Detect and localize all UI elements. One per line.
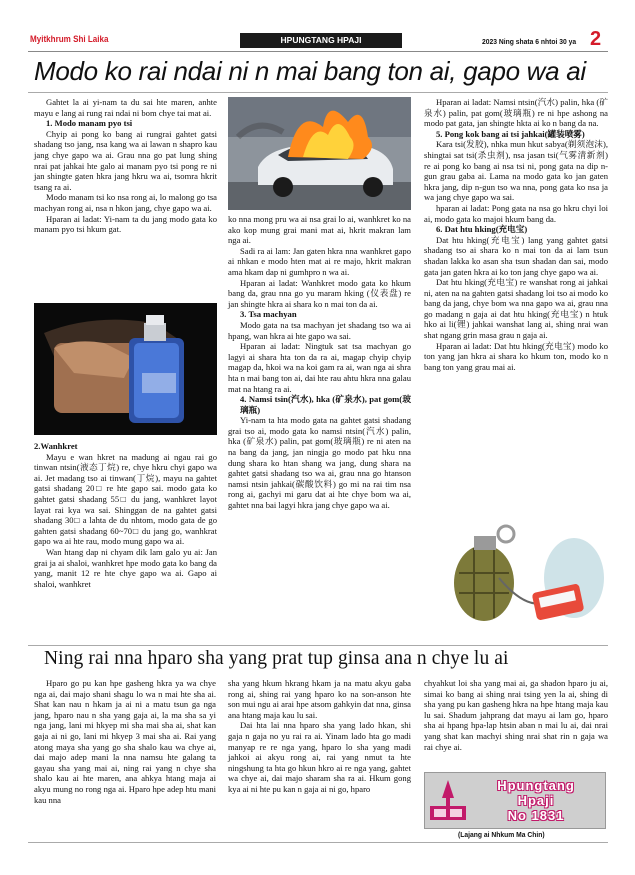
paragraph: Dat htu hking(充电宝) lang yang gahtet gatsi shadang tso ai shara ko n mai ton da ai lam tsun shadan lakka ko asan sha tsun shadan dan sai, modo gata jan gaten hkra ai ko ton jang chye gapo wa ai.	[424, 234, 608, 277]
headline-rule	[28, 92, 608, 93]
section-name: Myitkhrum Shi Laika	[30, 34, 109, 45]
article2-column-1	[34, 678, 216, 805]
paragraph: Hparan ai ladat: Dat htu hking(充电宝) modo ko ton yang jan hkra ai shara ko hkum ton, modo ko n bang ton yang grau mai ai.	[424, 340, 608, 372]
paragraph: Hparan ai ladat: Namsi ntsin(汽水) palin, hka (矿泉水) palin, pat gom(玻璃瓶) re ni hpe ashong na modo pat gata, jan shingte hkta ai ko n bang da na.	[424, 97, 608, 129]
bottom-rule	[28, 842, 608, 843]
issue-date: 2023 Ning shata 6 nhtoi 30 ya	[482, 37, 577, 46]
paragraph: Dat htu hking(充电宝) re wanshat rong ai jahkai ni, aten na na gahten gatsi shadang loi tso ai modo ko bang da jang, chye bom wa nna gapo wa ai, grau nna go madang n gaja ai dat htu hking(充电宝) n htuk hko ai li(锂) jahkai wanshat lang ai, shing nrai wan shat ngang grin masa grau n gaja ai.	[424, 277, 608, 341]
lamp-book-icon	[428, 776, 468, 824]
paragraph: ko nna mong pru wa ai nsa grai lo ai, wanhkret ko na ako kop mung grai mani mat ai, hkrit makran lam nga ai.	[228, 214, 411, 246]
paragraph: Hparan ai ladat: Wanhkret modo gata ko hkum bang da, grau nna go yu maram hking (仪表盘) re jan shingte hkra ai shara ko n mai ton da ai.	[228, 277, 411, 309]
paragraph: Chyip ai pong ko bang ai rungrai gahtet gatsi shadang tso jang, nsa kang wa ai lawan n shapro kau jang chye gapo wa ai. Grau nna go pat lung shing nrai pat jahkai hte galo ai manam pyo tsi pong re ni jan shingte gaten hkra jang hkru wa ai, tsomra hkrit tsang ra ai.	[34, 128, 217, 192]
perfume-spray-photo	[34, 303, 217, 435]
section-heading-2: 2.Wanhkret	[34, 441, 78, 451]
article-column-3	[424, 97, 608, 372]
section-heading-4: 4. Namsi tsin(汽水), hka (矿泉水), pat gom(玻璃瓶)	[240, 394, 411, 415]
main-headline: Modo ko rai ndai ni n mai bang ton ai, gapo wa ai	[34, 56, 586, 86]
section-heading-5: 5. Pong kok bang ai tsi jahkai(罐装喷雾)	[436, 128, 585, 139]
article2-column-3	[424, 678, 608, 752]
paragraph: Hparan ai ladat: Ningtuk sat tsa machyan go lagyi ai shara hta ton da ra ai, magap chyip chyip magap da, hkoi wa na koi gam ra ai, wan nga ai shra hta n mai bang ton ai, dai hte rau ahtu hkra nna galau mat na htang ra ai.	[228, 341, 411, 394]
second-headline: Ning rai nna hparo sha yang prat tup ginsa ana n chye lu ai	[44, 648, 509, 669]
article-column-1-continued	[34, 441, 217, 589]
section-rule	[28, 645, 608, 646]
paragraph: sha yang hkum hkrang hkam ja na matu akyu gaba rong ai, shing rai yang hparo ko na son-anson hte son mui ngu ai arai hpe atsom gahkyin dat nna, ginsa ana htang maja kau lu sai.	[228, 678, 411, 720]
top-rule	[28, 51, 608, 52]
paragraph: Modo manam tsi ko nsa rong ai, lo malong go tsa machyan rong ai, nsa n hkon jang, chye gapo wa ai.	[34, 192, 217, 213]
paragraph: hparan ai ladat: Pong gata na nsa go hkru chyi loi ai, modo gata ko majoi hkum bang da.	[424, 202, 608, 224]
article-column-2	[228, 214, 411, 511]
column-logo-title	[470, 778, 602, 823]
section-heading-3: 3. Tsa machyan	[240, 309, 297, 320]
page-number: 2	[590, 28, 602, 50]
paragraph: Hparan ai ladat: Yi-nam ta du jang modo gata ko manam pyo tsi hkum gat.	[34, 213, 217, 235]
paragraph: Mayu e wan hkret na madung ai ngau rai go tinwan ntsin(液态丁烷) re, chye hkru chyi gapo wa ai. Jet madang tso ai tinwan(丁烷), mayu na gahtet gatsi shadang 20□ re hte gapo sai. modo gata ko gahtet gatsi shadang 55□ du jang, wanhkret layot layat rai kya wa sai. Shinggan de na gahtet gatsi shadang 30□ a lahta de du nhtom, modo gata de go gahten gatsi shadang 60~70□ du jang go, wanhkrat gapo wa ai hte rau, modo mung gapo wa ai.	[34, 451, 217, 547]
intro-paragraph: Gahtet la ai yi-nam ta du sai hte maren, anhte mayu e lang ai rung rai ndai ni bom chye tai mat ai.	[34, 97, 217, 118]
section-heading-1: 1. Modo manam pyo tsi	[46, 118, 133, 129]
paragraph: Modo gata na tsa machyan jet shadang tso wa ai hpang, wan hkra ai hte gapo wa sai.	[228, 319, 411, 341]
section-heading-6: 6. Dat htu hking(充电宝)	[436, 224, 528, 235]
powerbank-grenade-illustration	[424, 518, 608, 636]
paragraph: Wan htang dap ni chyam dik lam galo yu ai: Jan grai ja ai shaloi, wanhkret hpe modo gata ko bang da yang, manit 12 re hte chye gapo wa ai. Gapo ai shaloi, wanhkret	[34, 546, 217, 589]
paragraph: Kara tsi(发胶), nhka mun hkut sabya(剃须泡沫), shingtai sat tsi(杀虫剂), nsa jasan tsi(气雾清新剂) re ai pong ko bang ai nsa tsi ni, pong gata na dip n-gun grau gaba ai. Lama na modo gata ko jan gaten hkra jang, dip n-gun tso wa nna, pong gata ko nsa ja wa jang chye gapo wa sai.	[424, 139, 608, 203]
section-header-box: HPUNGTANG HPAJI	[240, 33, 402, 48]
paragraph: Hparo go pu kan hpe gasheng hkra ya wa chye nga ai, dai majo shani shagu lo wa n mai hte sha ai. Shat kan nau n hkam ja ai ni a matu tsun ga nga jang, hparo nau n sha yang gaja ai, la ma sha sa yi nga jang, lani mi hkyep mi sha mai sha ai, shat kan gaja ai ni go, lani mi hkyep 3 mai sha ai. Rai yang atong maya sha yang go sha shalo kau wa chye ai, dai majo adep mani la nna namsu hte galang ta gayau sha yang mai ai, ning rai yang n chye sha shalo kau ai hte maren, ana ahkya htang maja ai akyu mung no rong nga ai. Hparo hpe adep htu mani kau nna	[34, 678, 216, 805]
author-credit: (Lajang ai Nhkum Ma Chin)	[458, 830, 545, 839]
logo-line-3: No 1831	[507, 808, 565, 823]
article2-column-2	[228, 678, 411, 795]
paragraph: Sadi ra ai lam: Jan gaten hkra nna wanhkret gapo ai nhkan e modo hten mat ai re majo, hkrit makran ama hkam dap ni gumhpro n wa ai.	[228, 245, 411, 277]
paragraph: Yi-nam ta hta modo gata na gahtet gatsi shadang grai tso ai, modo gata ko namsi ntsin(汽水) palin, hka (矿泉水) palin, pat gom(玻璃瓶) re ni aten na na bang da jang, jan ningja go modo pat hku nna dung shara ko htan shang wa jang, dung shara na gahtet gatsi shadang tso wa ai, grau nna go htanson namsi ntsin jahkai(碳酸饮料) go mi na rai tim nsa rong ai, gachyi mi garu dat ai hte chye bom wa ai, gahtet nna bai lagyi hkra jang chye gapo wa ai.	[228, 415, 411, 511]
paragraph: Dai hta lai nna hparo sha yang lado hkan, shi gaja n gaja no yu rai ra ai. Yinam lado hta go madi manyap re re nga yang, hparo lo sha yang madi jahkoi ai akyu rong ai, rai yang nmut ta hte ningshung ta hta go hkun hkro ai re nga yang, gahtet wa chye ai, dai majo sharam sha ra ai. Hkum gong kya ai ni hte pu kan n gaja ai ni go, hparo	[228, 720, 411, 794]
article-column-1	[34, 97, 217, 235]
paragraph: chyahkut loi sha yang mai ai, ga shadon hparo ju ai, simai ko bang ai shing nrai tsing yen la ai, shing di sha yang pu kan gasheng hkra na hpe htang maja kau lu sai. Shadum jahprang dat mayu ai lam go, hparo sha ai hpang hpa-lap htsin aban n mai lu ai, dai nrai yang shat kan machyi shing nrai shat rin n gaja wa rai chye ai.	[424, 678, 608, 752]
logo-line-2: Hpaji	[517, 793, 555, 808]
logo-line-1: Hpungtang	[497, 778, 575, 793]
burning-car-photo	[228, 97, 411, 210]
